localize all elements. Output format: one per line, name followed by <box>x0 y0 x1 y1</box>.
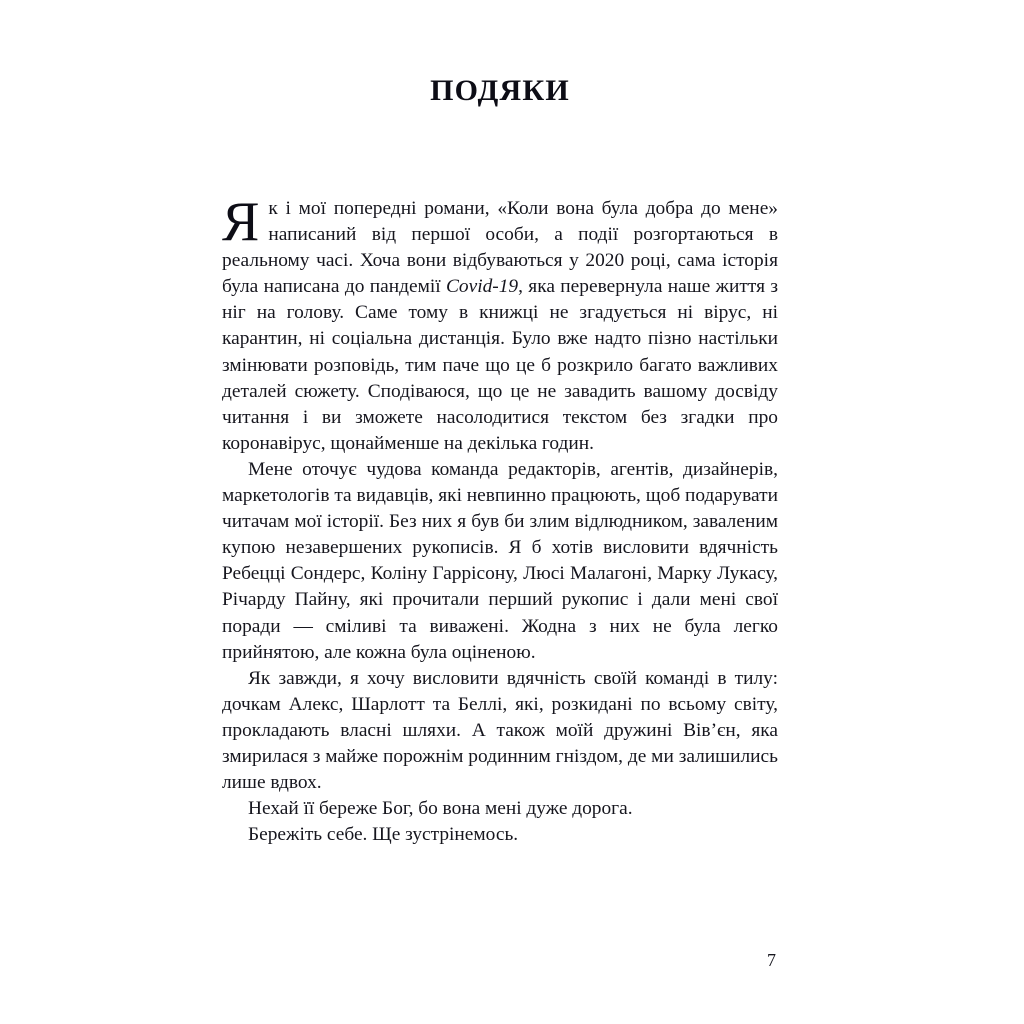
paragraph-5: Бережіть себе. Ще зустрінемось. <box>248 824 519 846</box>
paragraph-1 <box>222 191 778 457</box>
paragraph-1-text-before-italic: к і мої попередні романи, «Коли вона була добра до мене» написаний від першої особи, а події розгортаються в реальному часі. Хоча вони відбуваються у 2020 році, сама історія була написана до пандемії <box>222 198 778 298</box>
page-title: ПОДЯКИ <box>430 74 570 108</box>
drop-cap: Я <box>222 191 260 253</box>
paragraph-1-text-after-italic: , яка перевернула наше життя з ніг на голову. Саме тому в книжці не згадується ні вірус, ні карантин, ні соціальна дистанція. Було вже надто пізно настільки змінювати розповідь, тим паче що це б розкрило багато важливих деталей сюжету. Сподіваюся, що це не завадить вашому досвіду читання і ви зможете насолодитися текстом без згадки про коронавірус, щонайменше на декілька годин. <box>222 276 778 454</box>
body-text-column <box>222 191 778 848</box>
page-number: 7 <box>767 950 776 970</box>
paragraph-4: Нехай її береже Бог, бо вона мені дуже дорога. <box>248 798 633 820</box>
paragraph-3: Як завжди, я хочу висловити вдячність своїй команді в тилу: дочкам Алекс, Шарлотт та Беллі, які, розкидані по всьому світу, прокладають власні шляхи. А також моїй дружині Вів’єн, яка змирилася з майже порожнім родинним гніздом, де ми залишились лише вдвох. <box>222 667 778 794</box>
paragraph-2: Мене оточує чудова команда редакторів, агентів, дизайнерів, маркетологів та видавців, які невпинно працюють, щоб подарувати читачам мої історії. Без них я був би злим відлюдником, заваленим купою незавершених рукописів. Я б хотів висловити вдячність Ребецці Сондерс, Коліну Гаррісону, Люсі Малагоні, Марку Лукасу, Річарду Пайну, які прочитали перший рукопис і дали мені свої поради — сміливі та виважені. Жодна з них не була легко прийнятою, але кожна була оціненою. <box>222 458 778 663</box>
italic-covid-19: Covid-19 <box>445 276 519 298</box>
